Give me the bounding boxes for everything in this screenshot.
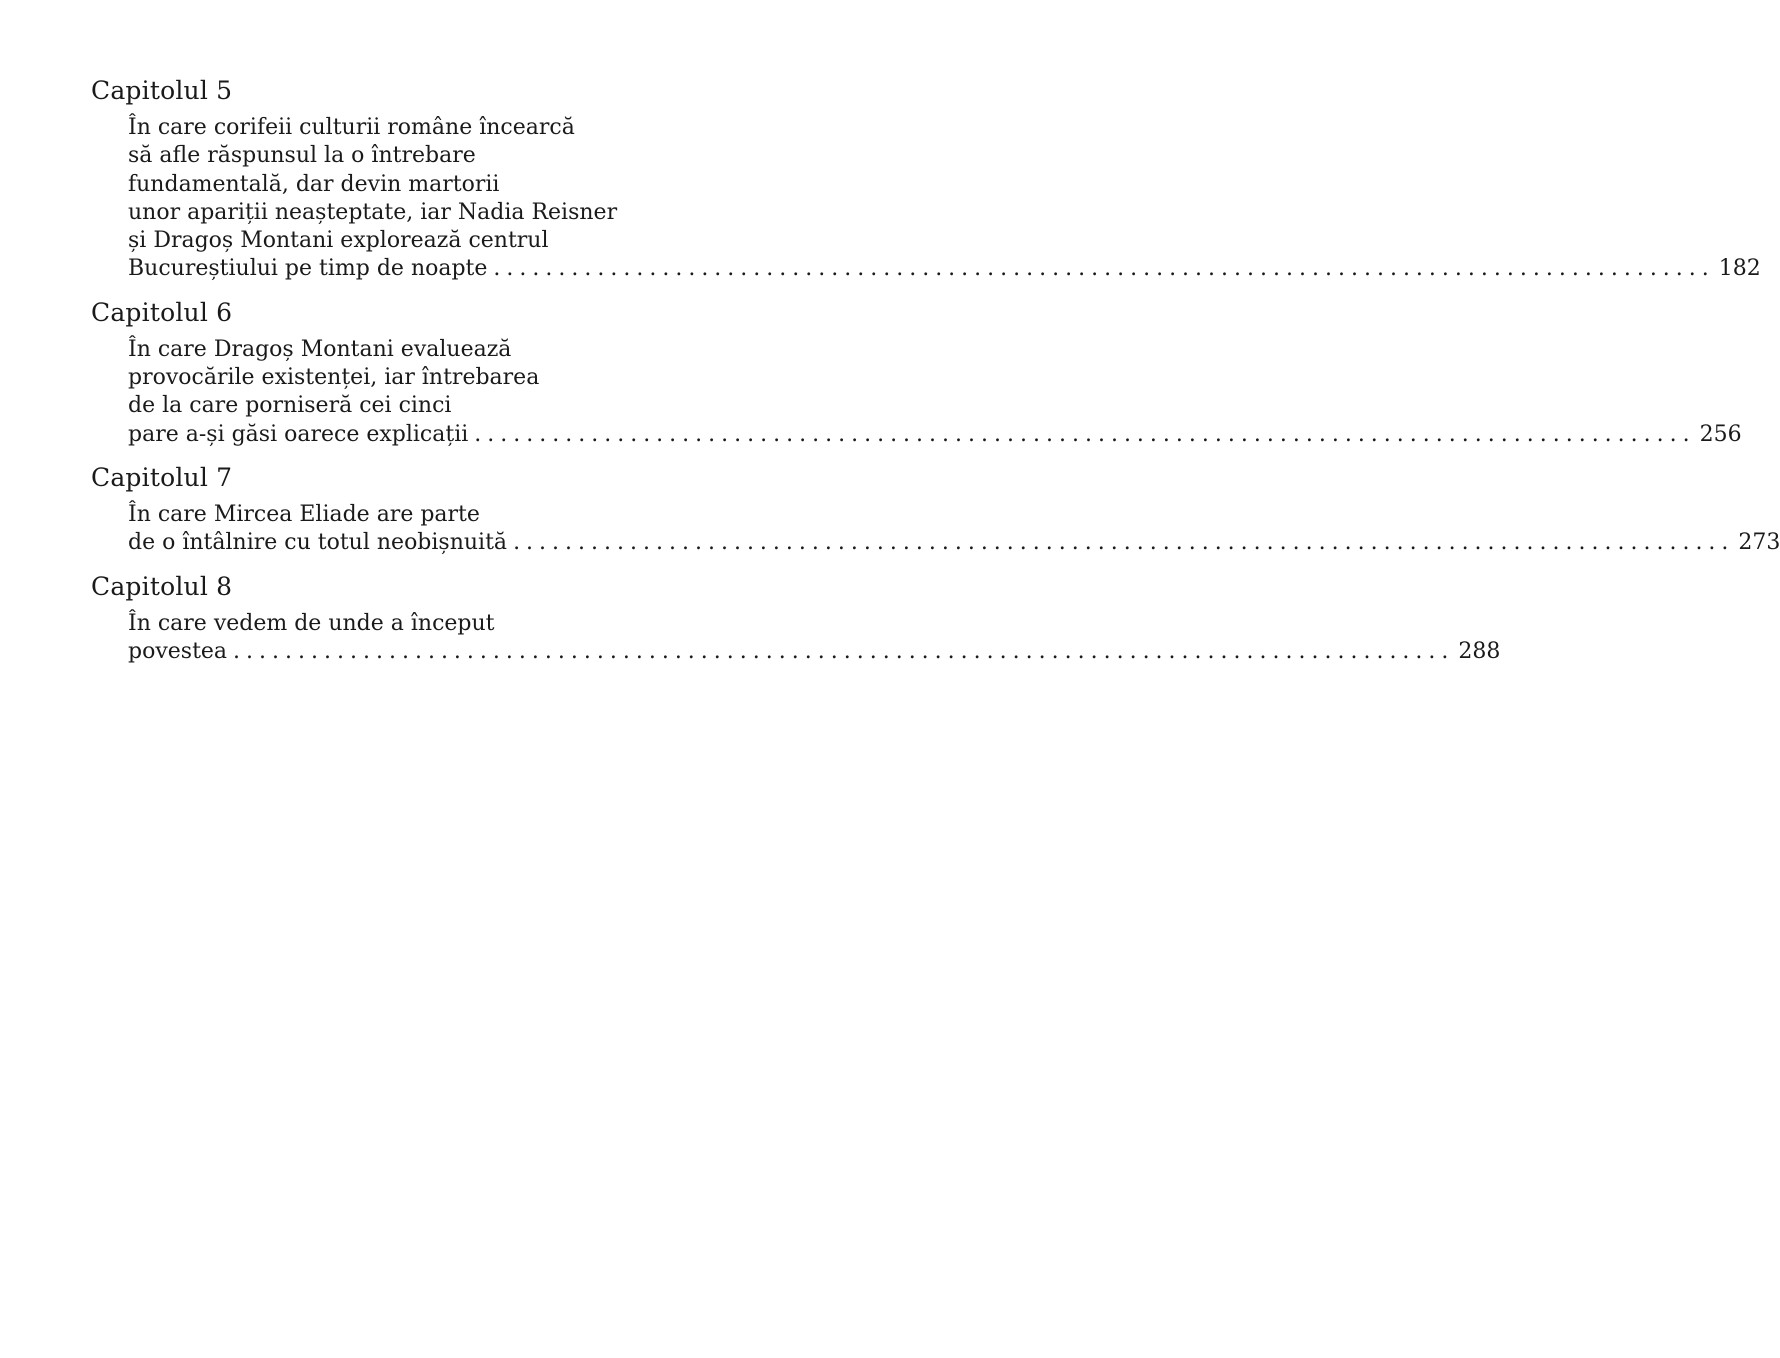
description-line: unor apariții neașteptate, iar Nadia Reisner bbox=[128, 199, 618, 225]
chapter-description bbox=[128, 336, 1742, 449]
description-line: de o întâlnire cu totul neobișnuită bbox=[128, 530, 508, 556]
page-number: 256 bbox=[1699, 421, 1742, 447]
dot-leader: .............................................................................................. bbox=[513, 530, 1735, 556]
chapter-description bbox=[128, 501, 1780, 558]
chapter-description bbox=[128, 114, 1761, 284]
chapter-title: Capitolul 7 bbox=[91, 462, 233, 492]
dot-leader: .............................................................................................. bbox=[493, 256, 1715, 282]
description-line: Bucureștiului pe timp de noapte bbox=[128, 256, 488, 282]
chapter-title: Capitolul 8 bbox=[91, 571, 233, 601]
description-line: de la care porniseră cei cinci bbox=[128, 393, 452, 419]
toc-entry-line bbox=[128, 421, 1742, 449]
toc-chapter-5 bbox=[91, 74, 1761, 284]
table-of-contents bbox=[91, 74, 1780, 678]
chapter-description bbox=[128, 610, 1501, 667]
toc-entry-line bbox=[128, 529, 1780, 557]
description-line: În care corifeii culturii române încearcă bbox=[128, 115, 575, 140]
page-number: 182 bbox=[1718, 256, 1761, 282]
page-number: 273 bbox=[1738, 530, 1780, 556]
toc-chapter-8 bbox=[91, 570, 1501, 667]
toc-chapter-7 bbox=[91, 461, 1780, 558]
toc-entry-line bbox=[128, 255, 1761, 283]
chapter-title: Capitolul 6 bbox=[91, 297, 233, 327]
toc-chapter-6 bbox=[91, 296, 1742, 449]
description-line: provocările existenței, iar întrebarea bbox=[128, 365, 540, 391]
description-line: și Dragoș Montani explorează centrul bbox=[128, 228, 549, 254]
description-line: fundamentală, dar devin martorii bbox=[128, 171, 500, 197]
description-line: În care Dragoș Montani evaluează bbox=[128, 336, 512, 362]
page-number: 288 bbox=[1458, 638, 1501, 664]
description-line: povestea bbox=[128, 638, 228, 664]
description-line: În care vedem de unde a început bbox=[128, 610, 495, 636]
toc-entry-line bbox=[128, 638, 1501, 666]
dot-leader: .............................................................................................. bbox=[474, 421, 1696, 447]
description-line: În care Mircea Eliade are parte bbox=[128, 501, 480, 527]
chapter-title: Capitolul 5 bbox=[91, 76, 233, 105]
dot-leader: .............................................................................................. bbox=[233, 638, 1455, 664]
description-line: pare a-și găsi oarece explicații bbox=[128, 421, 469, 447]
description-line: să afle răspunsul la o întrebare bbox=[128, 143, 476, 169]
